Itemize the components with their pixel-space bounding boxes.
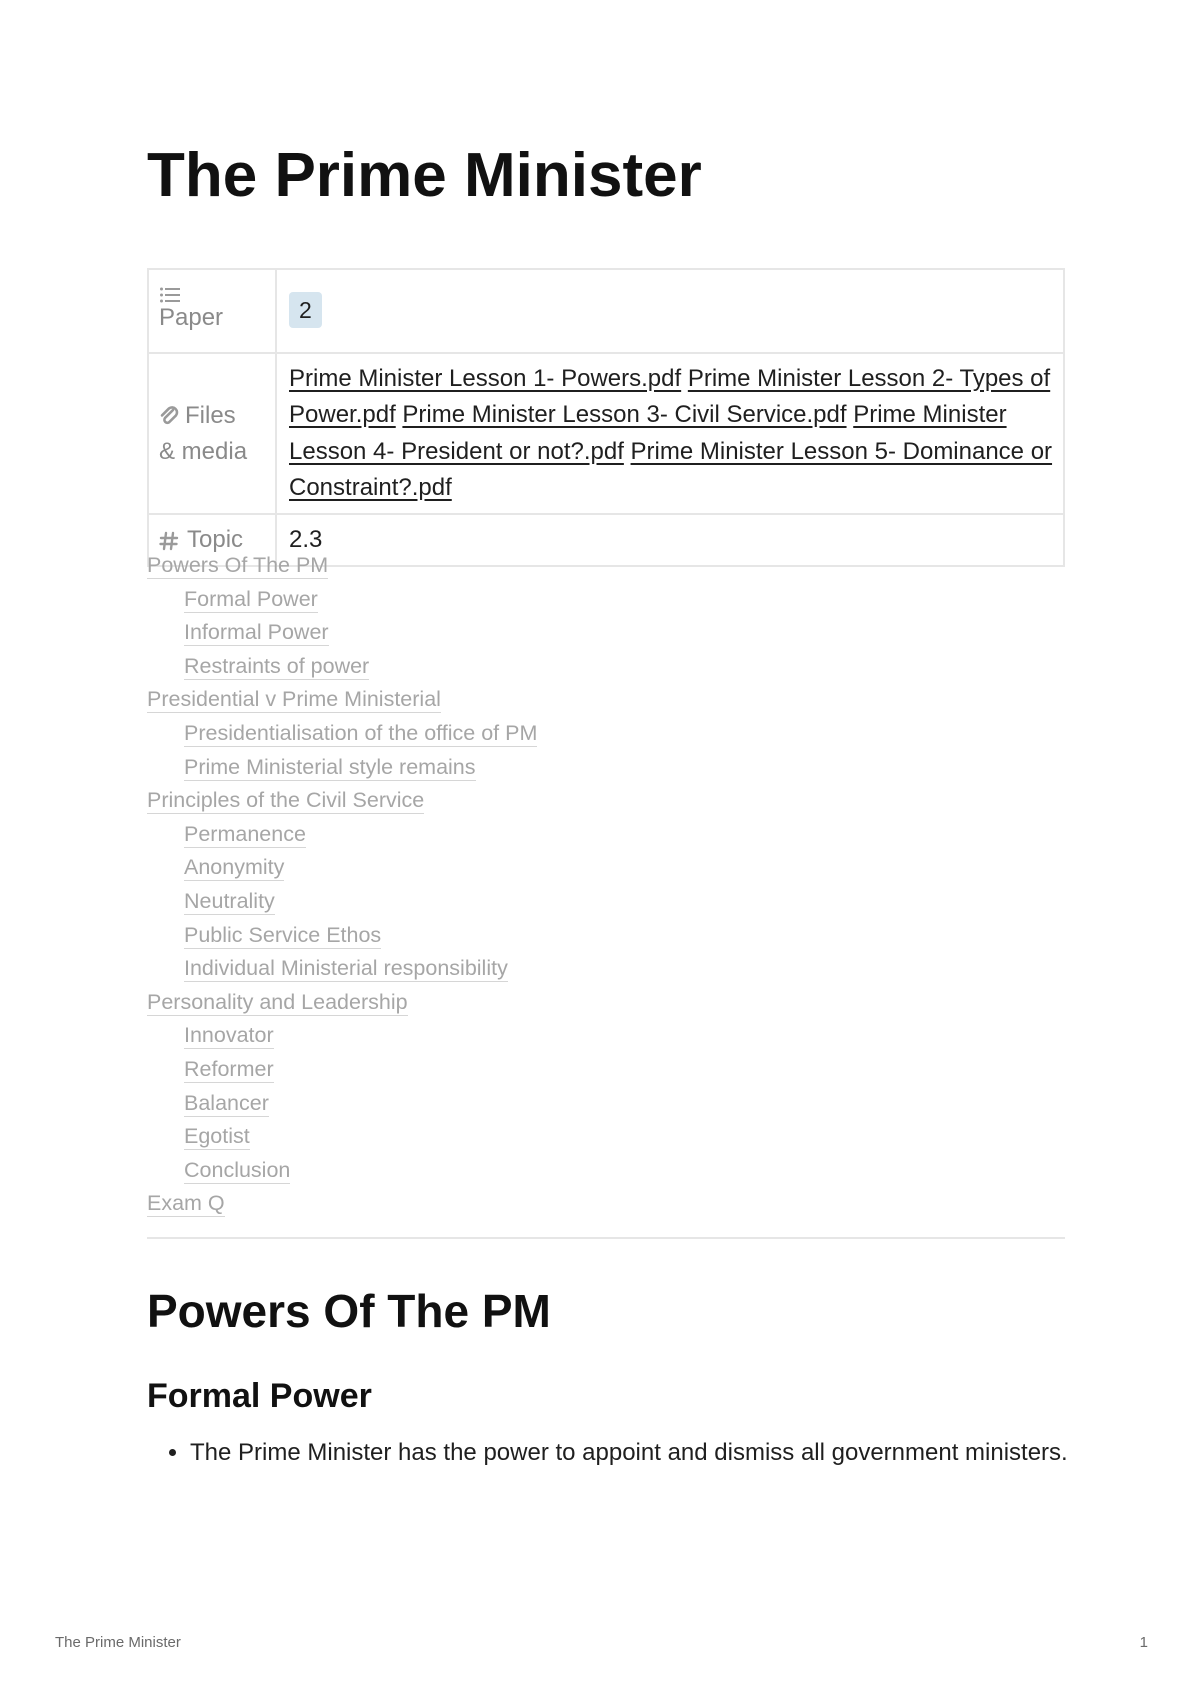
footer-page-number: 1: [1139, 1634, 1148, 1651]
toc-item-balancer[interactable]: Balancer: [184, 1090, 269, 1115]
file-link-lesson-5[interactable]: Prime Minister Lesson 5- Dominance or Constraint?.pdf: [289, 437, 1053, 501]
toc-item-presidentialisation[interactable]: Presidentialisation of the office of PM: [184, 720, 538, 745]
property-label-files-line2: & media: [159, 437, 248, 465]
list-icon: [159, 286, 181, 304]
property-label-files-line1: Files: [185, 401, 236, 429]
toc-item-egotist[interactable]: Egotist: [184, 1124, 250, 1149]
toc-item-personality-and-leadership[interactable]: Personality and Leadership: [147, 989, 408, 1014]
property-label-paper: Paper: [159, 304, 224, 331]
toc-item-reformer[interactable]: Reformer: [184, 1056, 274, 1081]
footer-title: The Prime Minister: [55, 1634, 181, 1651]
properties-table: [147, 268, 1065, 567]
subsection-heading-formal-power: Formal Power: [147, 1377, 372, 1415]
bullet-list: [147, 1435, 1090, 1471]
toc-item-individual-ministerial-responsibility[interactable]: Individual Ministerial responsibility: [184, 956, 508, 981]
file-link-lesson-2[interactable]: Prime Minister Lesson 2- Types of Power.pdf: [289, 364, 1051, 428]
paper-badge[interactable]: 2: [289, 292, 322, 328]
page-title: The Prime Minister: [147, 141, 702, 210]
toc-item-powers-of-the-pm[interactable]: Powers Of The PM: [147, 553, 329, 577]
file-link-lesson-4[interactable]: Prime Minister Lesson 4- President or not?.pdf: [289, 401, 1007, 465]
toc-item-informal-power[interactable]: Informal Power: [184, 620, 329, 645]
toc-item-formal-power[interactable]: Formal Power: [184, 586, 318, 611]
property-label-topic: Topic: [187, 526, 244, 553]
toc-item-presidential-v-prime-ministerial[interactable]: Presidential v Prime Ministerial: [147, 687, 441, 712]
toc-item-public-service-ethos[interactable]: Public Service Ethos: [184, 922, 382, 947]
property-value-topic: 2.3: [276, 514, 1064, 566]
toc-item-innovator[interactable]: Innovator: [184, 1023, 274, 1048]
table-of-contents: [147, 549, 1065, 1221]
toc-item-anonymity[interactable]: Anonymity: [184, 855, 285, 880]
file-link-lesson-1[interactable]: Prime Minister Lesson 1- Powers.pdf: [289, 364, 682, 392]
property-name-files: [148, 353, 276, 514]
toc-item-principles-of-civil-service[interactable]: Principles of the Civil Service: [147, 788, 425, 813]
toc-item-prime-ministerial-style[interactable]: Prime Ministerial style remains: [184, 754, 476, 779]
hash-icon: [159, 531, 179, 551]
property-name-paper: [148, 269, 276, 353]
toc-item-exam-q[interactable]: Exam Q: [147, 1191, 225, 1216]
toc-item-restraints-of-power[interactable]: Restraints of power: [184, 653, 370, 678]
property-value-paper: [276, 269, 1064, 353]
property-row-files: [148, 353, 1064, 514]
property-row-paper: [148, 269, 1064, 353]
section-heading-powers-of-the-pm: Powers Of The PM: [147, 1285, 551, 1337]
divider: [147, 1237, 1065, 1239]
list-item: • The Prime Minister has the power to appoint and dismiss all government ministers.: [190, 1435, 1090, 1471]
paperclip-icon: [159, 405, 179, 427]
toc-item-conclusion[interactable]: Conclusion: [184, 1157, 291, 1182]
property-value-files: [276, 353, 1064, 514]
toc-item-permanence[interactable]: Permanence: [184, 821, 306, 846]
file-link-lesson-3[interactable]: Prime Minister Lesson 3- Civil Service.pdf: [402, 401, 847, 428]
toc-item-neutrality[interactable]: Neutrality: [184, 888, 275, 913]
